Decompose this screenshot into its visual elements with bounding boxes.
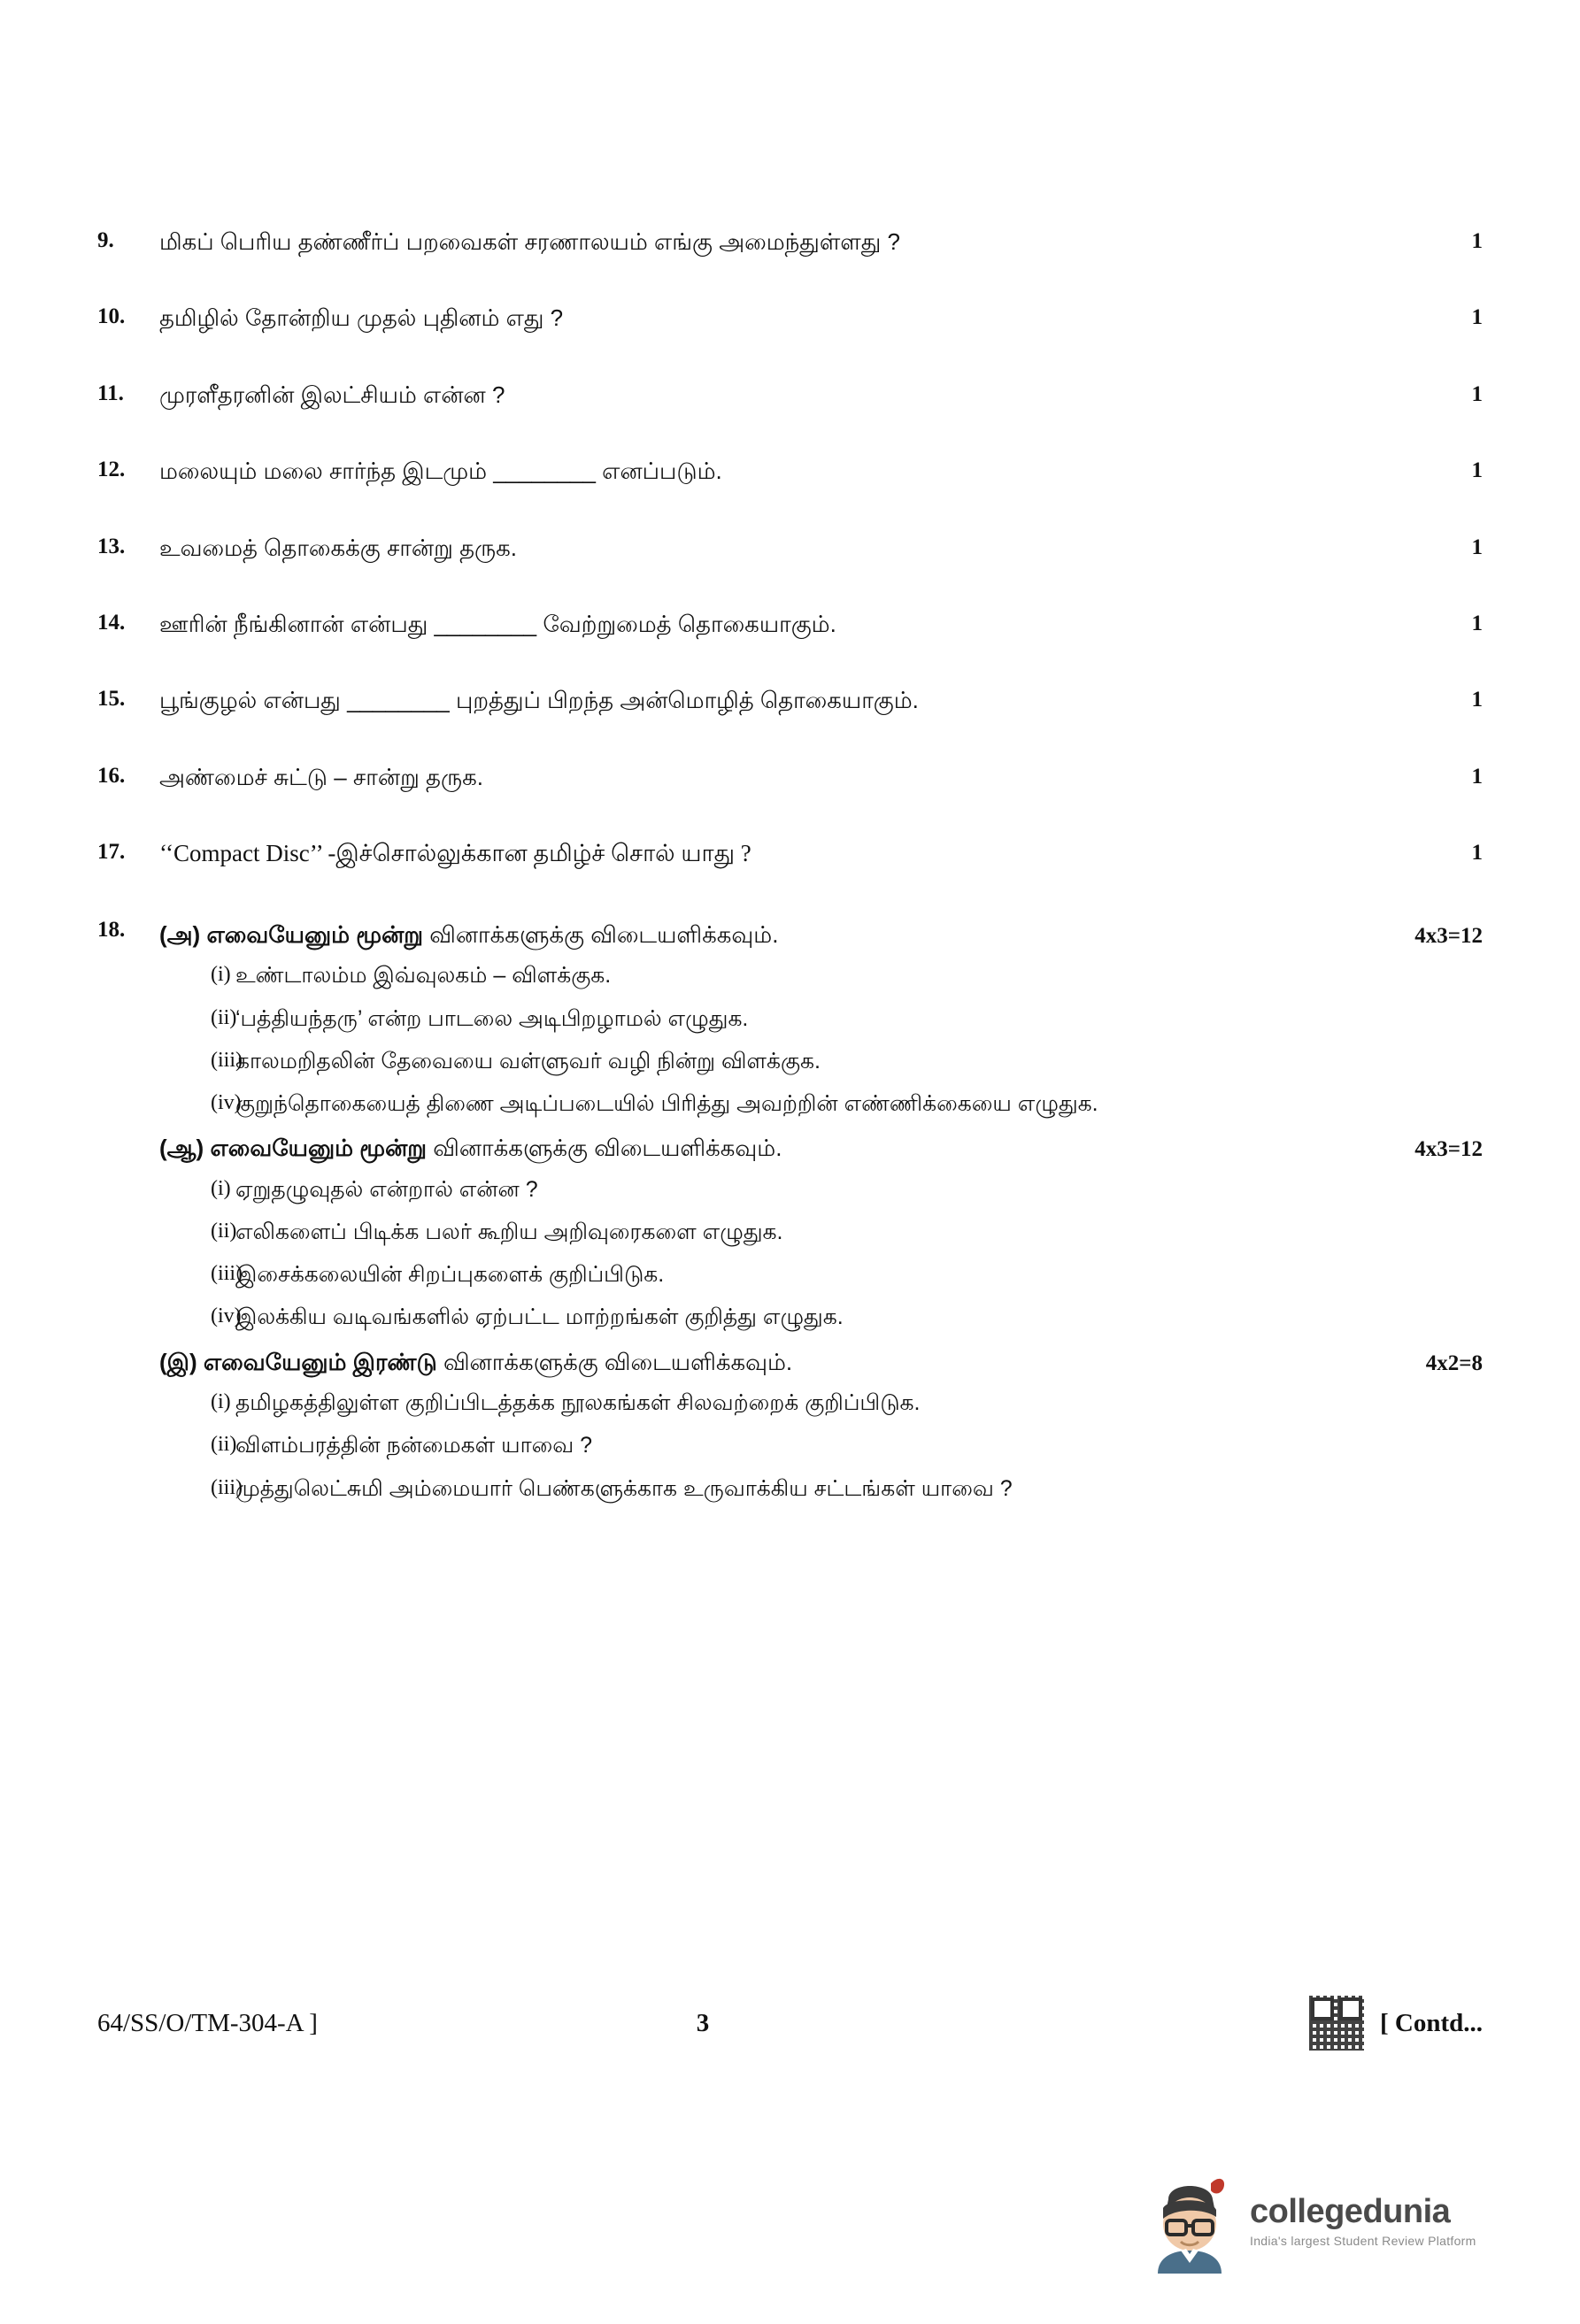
sub-question-list [159,959,1483,1120]
section-bold-part: எவையேனும் மூன்று [210,1135,428,1162]
section-label: (இ) [159,1348,197,1375]
list-item [159,1216,1483,1248]
question-18-section-header [159,1346,1483,1378]
question-marks: 1 [1471,841,1483,866]
page-number: 3 [696,2008,710,2037]
question-text: தமிழில் தோன்றிய முதல் புதினம் எது ? [159,304,564,332]
paper-code: 64/SS/O/TM-304-A ] [97,2008,318,2037]
question-marks: 1 [1471,535,1483,559]
sub-question-numeral: (iv) [211,1091,242,1115]
list-item [159,1258,1483,1290]
sub-question-numeral: (i) [211,963,231,987]
question-18-section-header [159,919,1483,950]
question-number: 13. [97,534,126,558]
section-marks: 4x2=8 [1425,1351,1483,1375]
question-number: 16. [97,763,126,788]
question-text: மலையும் மலை சார்ந்த இடமும் ________ எனப்படும். [159,458,722,485]
question-number: 18. [97,917,126,942]
collegedunia-watermark [1142,2159,1558,2283]
question-number: 10. [97,304,126,329]
sub-question-text: ஏறுதழுவுதல் என்றால் என்ன ? [235,1176,538,1202]
watermark-subtitle: India's largest Student Review Platform [1250,2233,1476,2248]
question-number: 17. [97,840,126,865]
question-row [97,761,1483,793]
sub-question-numeral: (ii) [211,1219,237,1243]
sub-question-text: இசைக்கலையின் சிறப்புகளைக் குறிப்பிடுக. [235,1262,665,1288]
question-row [97,302,1483,334]
section-marks: 4x3=12 [1414,1137,1483,1162]
list-item [159,1387,1483,1419]
student-avatar-icon [1142,2169,1237,2274]
section-bold-part: எவையேனும் இரண்டு [203,1348,437,1375]
question-row [97,532,1483,564]
question-marks: 1 [1471,688,1483,712]
sub-question-text: முத்துலெட்சுமி அம்மையார் பெண்களுக்காக உருவாக்கிய சட்டங்கள் யாவை ? [235,1475,1013,1501]
question-18 [97,915,1483,1517]
question-number: 12. [97,458,126,482]
question-number: 11. [97,381,124,405]
sub-question-text: உண்டாலம்ம இவ்வுலகம் – விளக்குக. [235,963,612,989]
question-text: அண்மைச் சுட்டு – சான்று தருக. [159,763,483,790]
section-label: (ஆ) [159,1135,204,1162]
section-rest-text: வினாக்களுக்கு விடையளிக்கவும். [433,1135,782,1162]
sub-question-numeral: (iii) [211,1262,243,1286]
sub-question-text: எலிகளைப் பிடிக்க பலர் கூறிய அறிவுரைகளை எழுதுக. [235,1219,783,1244]
sub-question-text: தமிழகத்திலுள்ள குறிப்பிடத்தக்க நூலகங்கள் சிலவற்றைக் குறிப்பிடுக. [235,1390,921,1416]
question-text: உவமைத் தொகைக்கு சான்று தருக. [159,534,517,561]
sub-question-text: விளம்பரத்தின் நன்மைகள் யாவை ? [235,1433,593,1458]
list-item [159,1473,1483,1504]
section-label: (அ) [159,920,201,948]
sub-question-list [159,1387,1483,1504]
list-item [159,1045,1483,1077]
contd-label: [ Contd... [1379,2008,1483,2037]
sub-question-numeral: (iii) [211,1475,243,1499]
question-row [97,455,1483,487]
question-18-section-header [159,1132,1483,1164]
page-footer [97,1996,1483,2051]
sub-question-numeral: (ii) [211,1433,237,1457]
qr-code-icon [1309,1996,1364,2051]
question-marks: 1 [1471,764,1483,789]
section-marks: 4x3=12 [1414,923,1483,948]
question-marks: 1 [1471,611,1483,635]
question-row [97,684,1483,716]
question-row [97,226,1483,258]
question-row [97,837,1483,871]
question-number: 15. [97,687,126,712]
list-item [159,1301,1483,1333]
watermark-title: collegedunia [1250,2193,1451,2231]
question-marks: 1 [1471,305,1483,330]
question-row [97,379,1483,411]
sub-question-text: காலமறிதலின் தேவையை வள்ளுவர் வழி நின்று விளக்குக. [235,1048,821,1074]
sub-question-numeral: (iii) [211,1048,243,1072]
sub-question-text: ‘பத்தியந்தரு’ என்ற பாடலை அடிபிறழாமல் எழுதுக. [235,1005,749,1031]
sub-question-numeral: (ii) [211,1005,237,1029]
sub-question-numeral: (i) [211,1176,231,1200]
list-item [159,1003,1483,1035]
question-list [97,226,1483,1517]
list-item [159,1088,1483,1120]
sub-question-text: குறுந்தொகையைத் திணை அடிப்படையில் பிரித்து அவற்றின் எண்ணிக்கையை எழுதுக. [235,1091,1098,1117]
sub-question-numeral: (i) [211,1390,231,1414]
list-item [159,959,1483,991]
list-item [159,1174,1483,1205]
question-marks: 1 [1471,381,1483,406]
question-text: முரளீதரனின் இலட்சியம் என்ன ? [159,381,505,408]
question-number: 14. [97,610,126,635]
sub-question-text: இலக்கிய வடிவங்களில் ஏற்பட்ட மாற்றங்கள் குறித்து எழுதுக. [235,1304,844,1330]
question-text: மிகப் பெரிய தண்ணீர்ப் பறவைகள் சரணாலயம் எங்கு அமைந்துள்ளது ? [159,228,901,255]
question-row [97,608,1483,640]
question-text: பூங்குழல் என்பது ________ புறத்துப் பிறந்த அன்மொழித் தொகையாகும். [159,687,919,714]
question-marks: 1 [1471,229,1483,253]
question-text: ஊரின் நீங்கினான் என்பது ________ வேற்றுமைத் தொகையாகும். [159,610,836,637]
section-rest-text: வினாக்களுக்கு விடையளிக்கவும். [429,920,779,948]
question-number: 9. [97,228,114,252]
list-item [159,1429,1483,1461]
section-bold-part: எவையேனும் மூன்று [206,920,424,948]
sub-question-list [159,1174,1483,1334]
sub-question-numeral: (iv) [211,1304,242,1328]
section-rest-text: வினாக்களுக்கு விடையளிக்கவும். [443,1348,793,1375]
question-marks: 1 [1471,458,1483,483]
question-text: ‘‘Compact Disc’’ -இச்சொல்லுக்கான தமிழ்ச் சொல் யாது ? [159,840,751,867]
